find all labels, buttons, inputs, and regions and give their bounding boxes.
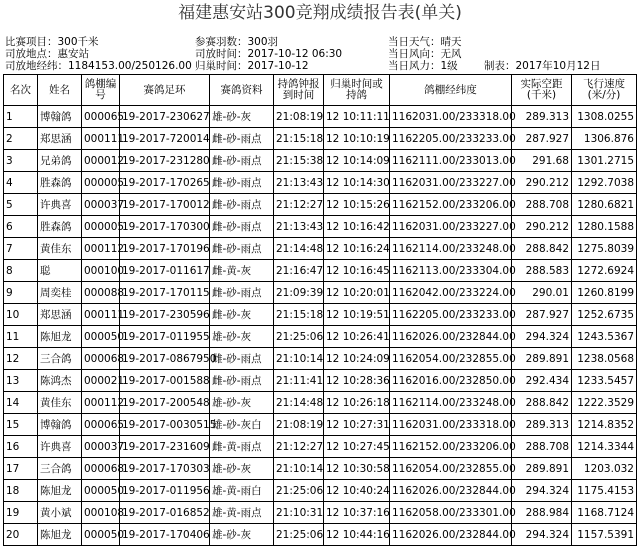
cell-distance: 288.708 [512,436,572,458]
release-coords: 司放地经纬：1184153.00/250126.00 [5,60,192,72]
cell-speed: 1292.7038 [572,172,637,194]
cell-return-time: 12 10:19:51 [324,304,390,326]
cell-loft-id: 000068 [82,458,120,480]
cell-clock-time: 21:16:47 [274,260,324,282]
cell-loft-coords: 1162058.00/233301.00 [390,502,512,524]
cell-loft-id: 000021 [82,370,120,392]
cell-distance: 290.212 [512,172,572,194]
cell-distance: 288.842 [512,392,572,414]
cell-name: 郑思涵 [38,304,82,326]
cell-pigeon-info: 雌-砂-雨点 [210,238,274,260]
table-row [4,194,637,216]
table-row [4,524,637,546]
cell-return-time: 12 10:28:36 [324,370,390,392]
cell-speed: 1238.0568 [572,348,637,370]
release-place: 司放地点：惠安站 [5,48,89,60]
cell-rank: 2 [4,128,38,150]
cell-rank: 6 [4,216,38,238]
cell-clock-time: 21:10:31 [274,502,324,524]
cell-rank: 17 [4,458,38,480]
cell-ring: 19-2017-170196 [120,238,210,260]
cell-pigeon-info: 雌-砂-雨点 [210,370,274,392]
cell-name: 兄弟鸽 [38,150,82,172]
cell-clock-time: 21:25:06 [274,480,324,502]
cell-speed: 1168.7124 [572,502,637,524]
cell-speed: 1306.876 [572,128,637,150]
cell-speed: 1222.3529 [572,392,637,414]
cell-loft-coords: 1162114.00/233248.00 [390,392,512,414]
race-item: 比赛项目：300千米 [5,36,99,48]
cell-rank: 7 [4,238,38,260]
cell-pigeon-info: 雌-砂-雨点 [210,150,274,172]
cell-loft-coords: 1162205.00/233233.00 [390,128,512,150]
cell-loft-coords: 1162113.00/233304.00 [390,260,512,282]
cell-loft-coords: 1162054.00/232855.00 [390,348,512,370]
cell-clock-time: 21:25:06 [274,524,324,546]
cell-name: 陈旭龙 [38,326,82,348]
cell-distance: 294.324 [512,326,572,348]
cell-clock-time: 21:14:48 [274,392,324,414]
cell-loft-coords: 1162114.00/233248.00 [390,238,512,260]
cell-rank: 19 [4,502,38,524]
cell-pigeon-info: 雌-黄-灰 [210,260,274,282]
cell-clock-time: 21:12:27 [274,436,324,458]
cell-return-time: 12 10:11:11 [324,106,390,128]
cell-loft-coords: 1162016.00/232850.00 [390,370,512,392]
cell-return-time: 12 10:24:09 [324,348,390,370]
col-header-speed: 飞行速度(米/分) [572,75,637,106]
cell-loft-id: 000012 [82,150,120,172]
cell-return-time: 12 10:27:45 [324,436,390,458]
cell-loft-id: 000037 [82,194,120,216]
cell-speed: 1203.032 [572,458,637,480]
cell-speed: 1301.2715 [572,150,637,172]
cell-name: 博翰鸽 [38,414,82,436]
cell-distance: 291.68 [512,150,572,172]
cell-clock-time: 21:13:43 [274,216,324,238]
cell-pigeon-info: 雄-砂-灰 [210,524,274,546]
cell-name: 三合鸽 [38,458,82,480]
table-row [4,480,637,502]
cell-loft-coords: 1162031.00/233318.00 [390,106,512,128]
cell-loft-coords: 1162205.00/233233.00 [390,304,512,326]
cell-distance: 294.324 [512,480,572,502]
cell-speed: 1175.4153 [572,480,637,502]
wind-force: 当日风力：1级 [388,60,458,72]
cell-return-time: 12 10:27:31 [324,414,390,436]
cell-clock-time: 21:15:18 [274,128,324,150]
table-row [4,304,637,326]
table-row [4,392,637,414]
table-row [4,216,637,238]
cell-distance: 292.434 [512,370,572,392]
cell-pigeon-info: 雄-黄-雨点 [210,502,274,524]
cell-name: 许典喜 [38,194,82,216]
cell-return-time: 12 10:44:16 [324,524,390,546]
cell-rank: 1 [4,106,38,128]
cell-distance: 289.313 [512,106,572,128]
cell-ring: 19-2017-170265 [120,172,210,194]
cell-rank: 18 [4,480,38,502]
cell-loft-coords: 1162026.00/232844.00 [390,524,512,546]
cell-pigeon-info: 雄-砂-灰 [210,326,274,348]
cell-loft-coords: 1162026.00/232844.00 [390,480,512,502]
cell-pigeon-info: 雄-砂-灰 [210,106,274,128]
cell-clock-time: 21:09:39 [274,282,324,304]
cell-ring: 19-2017-231609 [120,436,210,458]
cell-loft-id: 000100 [82,260,120,282]
cell-distance: 290.212 [512,216,572,238]
cell-clock-time: 21:14:48 [274,238,324,260]
table-header-row [4,75,637,106]
cell-name: 许典喜 [38,436,82,458]
cell-loft-id: 000050 [82,480,120,502]
cell-loft-id: 000050 [82,326,120,348]
cell-pigeon-info: 雄-黄-雨白 [210,480,274,502]
cell-ring: 19-2017-001588 [120,370,210,392]
cell-return-time: 12 10:20:01 [324,282,390,304]
cell-speed: 1243.5367 [572,326,637,348]
cell-loft-id: 000088 [82,282,120,304]
cell-pigeon-info: 雌-砂-雨点 [210,172,274,194]
cell-clock-time: 21:10:14 [274,458,324,480]
cell-rank: 16 [4,436,38,458]
cell-speed: 1233.5457 [572,370,637,392]
cell-loft-id: 000005 [82,172,120,194]
cell-ring: 19-2017-200548 [120,392,210,414]
cell-name: 陈旭龙 [38,480,82,502]
cell-speed: 1280.1588 [572,216,637,238]
cell-speed: 1272.6924 [572,260,637,282]
cell-loft-id: 000068 [82,348,120,370]
col-header-distance: 实际空距(千米) [512,75,572,106]
cell-loft-coords: 1162054.00/232855.00 [390,458,512,480]
col-header-clock-time: 持鸽钟报到时间 [274,75,324,106]
cell-rank: 13 [4,370,38,392]
table-row [4,128,637,150]
cell-speed: 1214.8352 [572,414,637,436]
cell-ring: 19-2017-170300 [120,216,210,238]
col-header-loft-id: 鸽棚编号 [82,75,120,106]
table-row [4,150,637,172]
cell-return-time: 12 10:26:18 [324,392,390,414]
cell-return-time: 12 10:15:26 [324,194,390,216]
cell-clock-time: 21:13:43 [274,172,324,194]
cell-name: 三合鸽 [38,348,82,370]
cell-loft-coords: 1162152.00/233206.00 [390,194,512,216]
cell-return-time: 12 10:14:09 [324,150,390,172]
cell-return-time: 12 10:30:58 [324,458,390,480]
cell-pigeon-info: 雌-黄-雨点 [210,436,274,458]
cell-clock-time: 21:15:38 [274,150,324,172]
cell-speed: 1308.0255 [572,106,637,128]
results-table [3,74,637,546]
weather: 当日天气：晴天 [388,36,462,48]
col-header-ring: 赛鸽足环 [120,75,210,106]
cell-rank: 4 [4,172,38,194]
cell-loft-coords: 1162031.00/233227.00 [390,216,512,238]
cell-distance: 289.891 [512,458,572,480]
cell-return-time: 12 10:26:41 [324,326,390,348]
cell-ring: 19-2017-230596 [120,304,210,326]
results-body [4,106,637,546]
cell-return-time: 12 10:40:24 [324,480,390,502]
table-row [4,436,637,458]
release-time: 司放时间：2017-10-12 06:30 [195,48,343,60]
cell-name: 陈鸿杰 [38,370,82,392]
cell-clock-time: 21:25:06 [274,326,324,348]
table-row [4,348,637,370]
cell-pigeon-info: 雌-砂-雨点 [210,194,274,216]
cell-name: 黄佳东 [38,392,82,414]
cell-loft-id: 000112 [82,392,120,414]
cell-speed: 1260.8199 [572,282,637,304]
cell-ring: 19-2017-0867950 [120,348,210,370]
cell-distance: 287.927 [512,304,572,326]
cell-rank: 3 [4,150,38,172]
cell-name: 博翰鸽 [38,106,82,128]
cell-ring: 19-2017-170303 [120,458,210,480]
cell-pigeon-info: 雄-砂-灰白 [210,414,274,436]
cell-clock-time: 21:10:14 [274,348,324,370]
table-row [4,370,637,392]
col-header-return-time: 归巢时间或持鸽 [324,75,390,106]
cell-rank: 5 [4,194,38,216]
cell-ring: 19-2017-170012 [120,194,210,216]
table-row [4,458,637,480]
cell-loft-id: 000050 [82,524,120,546]
cell-clock-time: 21:08:19 [274,106,324,128]
cell-name: 胜森鸽 [38,216,82,238]
cell-distance: 289.891 [512,348,572,370]
cell-ring: 19-2017-170115 [120,282,210,304]
cell-return-time: 12 10:16:45 [324,260,390,282]
cell-distance: 288.708 [512,194,572,216]
wind-direction: 当日风向：无风 [388,48,462,60]
cell-loft-coords: 1162111.00/233013.00 [390,150,512,172]
cell-loft-coords: 1162026.00/232844.00 [390,326,512,348]
cell-loft-coords: 1162042.00/233224.00 [390,282,512,304]
cell-speed: 1252.6735 [572,304,637,326]
cell-name: 聪 [38,260,82,282]
cell-name: 黄小斌 [38,502,82,524]
cell-pigeon-info: 雄-砂-灰 [210,458,274,480]
cell-distance: 288.842 [512,238,572,260]
cell-speed: 1280.6821 [572,194,637,216]
table-row [4,326,637,348]
cell-pigeon-info: 雌-砂-雨点 [210,216,274,238]
col-header-loft-coords: 鸽棚经纬度 [390,75,512,106]
table-row [4,414,637,436]
col-header-pigeon-info: 赛鸽资料 [210,75,274,106]
cell-clock-time: 21:12:27 [274,194,324,216]
cell-return-time: 12 10:37:16 [324,502,390,524]
cell-rank: 14 [4,392,38,414]
cell-ring: 19-2017-170406 [120,524,210,546]
cell-distance: 289.313 [512,414,572,436]
cell-loft-id: 000065 [82,414,120,436]
table-row [4,282,637,304]
prepared-date: 制表：2017年10月12日 [484,60,601,72]
table-row [4,238,637,260]
cell-pigeon-info: 雌-砂-雨点 [210,128,274,150]
cell-name: 周奕桂 [38,282,82,304]
cell-return-time: 12 10:16:24 [324,238,390,260]
cell-speed: 1275.8039 [572,238,637,260]
col-header-name: 姓名 [38,75,82,106]
cell-speed: 1214.3344 [572,436,637,458]
cell-clock-time: 21:08:19 [274,414,324,436]
entries-count: 参赛羽数：300羽 [195,36,279,48]
table-row [4,260,637,282]
cell-speed: 1157.5391 [572,524,637,546]
cell-return-time: 12 10:14:30 [324,172,390,194]
cell-loft-id: 000037 [82,436,120,458]
cell-return-time: 12 10:16:42 [324,216,390,238]
cell-loft-id: 000108 [82,502,120,524]
cell-ring: 19-2017-0030515 [120,414,210,436]
cell-ring: 19-2017-016852 [120,502,210,524]
cell-ring: 19-2017-231280 [120,150,210,172]
cell-loft-coords: 1162152.00/233206.00 [390,436,512,458]
cell-rank: 8 [4,260,38,282]
cell-rank: 12 [4,348,38,370]
cell-rank: 9 [4,282,38,304]
cell-loft-coords: 1162031.00/233318.00 [390,414,512,436]
table-row [4,172,637,194]
cell-loft-coords: 1162031.00/233227.00 [390,172,512,194]
cell-return-time: 12 10:10:19 [324,128,390,150]
cell-name: 黄佳东 [38,238,82,260]
cell-clock-time: 21:11:41 [274,370,324,392]
cell-rank: 15 [4,414,38,436]
cell-ring: 19-2017-011955 [120,326,210,348]
cell-name: 陈旭龙 [38,524,82,546]
cell-ring: 19-2017-230627 [120,106,210,128]
cell-rank: 10 [4,304,38,326]
cell-name: 胜森鸽 [38,172,82,194]
cell-loft-id: 000111 [82,304,120,326]
cell-ring: 19-2017-011617 [120,260,210,282]
cell-pigeon-info: 雌-砂-雨点 [210,348,274,370]
cell-ring: 19-2017-011956 [120,480,210,502]
cell-loft-id: 000005 [82,216,120,238]
cell-distance: 288.583 [512,260,572,282]
col-header-rank: 名次 [4,75,38,106]
cell-rank: 20 [4,524,38,546]
cell-loft-id: 000065 [82,106,120,128]
report-title: 福建惠安站300竞翔成绩报告表(单关) [178,3,462,23]
cell-pigeon-info: 雌-砂-灰 [210,304,274,326]
table-row [4,106,637,128]
cell-name: 郑思涵 [38,128,82,150]
cell-distance: 287.927 [512,128,572,150]
cell-distance: 294.324 [512,524,572,546]
cell-pigeon-info: 雌-砂-雨点 [210,282,274,304]
table-row [4,502,637,524]
cell-pigeon-info: 雄-砂-灰 [210,392,274,414]
cell-loft-id: 000112 [82,238,120,260]
cell-clock-time: 21:15:18 [274,304,324,326]
cell-distance: 290.01 [512,282,572,304]
return-time: 归巢时间：2017-10-12 [195,60,309,72]
cell-distance: 288.984 [512,502,572,524]
cell-loft-id: 000111 [82,128,120,150]
cell-rank: 11 [4,326,38,348]
cell-ring: 19-2017-720014 [120,128,210,150]
